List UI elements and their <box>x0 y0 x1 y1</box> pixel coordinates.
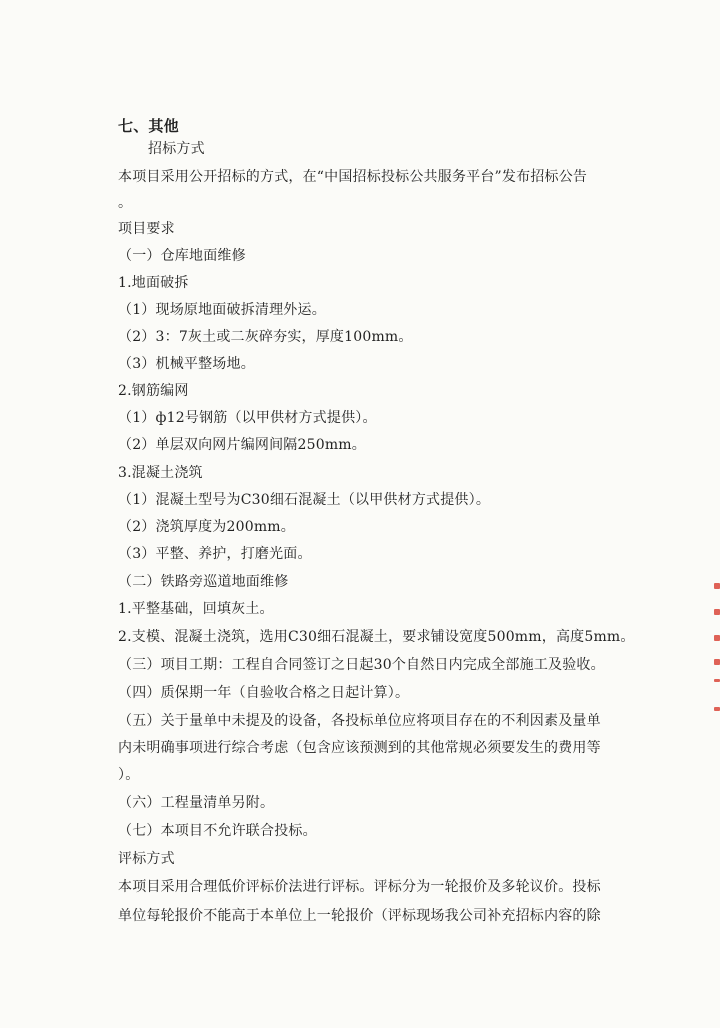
section-heading: 七、其他 <box>118 117 179 135</box>
paragraph-line: （五）关于量单中未提及的设备，各投标单位应将项目存在的不利因素及量单 <box>118 713 601 729</box>
paragraph-line: （七）本项目不允许联合投标。 <box>118 823 317 839</box>
paragraph-line: 3.混凝土浇筑 <box>118 465 203 481</box>
paragraph-line: 单位每轮报价不能高于本单位上一轮报价（评标现场我公司补充招标内容的除 <box>118 908 601 924</box>
paragraph-line: （三）项目工期：工程自合同签订之日起30个自然日内完成全部施工及验收。 <box>118 657 605 673</box>
paragraph-line: （二）铁路旁巡道地面维修 <box>118 574 289 590</box>
paragraph-line: 项目要求 <box>118 221 175 237</box>
paragraph-line: （2）3：7灰土或二灰碎夯实，厚度100mm。 <box>118 329 413 345</box>
paragraph-line: （3）机械平整场地。 <box>118 356 255 372</box>
paragraph-line: ）。 <box>118 767 140 783</box>
seal-stamp-edge <box>712 575 720 715</box>
paragraph-line: 本项目采用合理低价评标价法进行评标。评标分为一轮报价及多轮议价。投标 <box>118 879 601 895</box>
paragraph-line: 本项目采用公开招标的方式，在“中国招标投标公共服务平台”发布招标公告 <box>118 169 588 185</box>
paragraph-line: 。 <box>118 195 133 211</box>
paragraph-line: （一）仓库地面维修 <box>118 248 246 264</box>
paragraph-line: 1.地面破拆 <box>118 275 189 291</box>
paragraph-line: 评标方式 <box>118 851 175 867</box>
paragraph-line: 内未明确事项进行综合考虑（包含应该预测到的其他常规必须要发生的费用等 <box>118 740 601 756</box>
paragraph-line: （四）质保期一年（自验收合格之日起计算）。 <box>118 685 410 701</box>
paragraph-line: 1.平整基础，回填灰土。 <box>118 601 274 617</box>
paragraph-line: 招标方式 <box>148 141 205 157</box>
paragraph-line: （1）现场原地面破拆清理外运。 <box>118 302 326 318</box>
paragraph-line: （六）工程量清单另附。 <box>118 795 275 811</box>
paragraph-line: 2.支模、混凝土浇筑，选用C30细石混凝土，要求铺设宽度500mm，高度5mm。 <box>118 629 635 645</box>
paragraph-line: （2）单层双向网片编网间隔250mm。 <box>118 437 366 453</box>
paragraph-line: （2）浇筑厚度为200mm。 <box>118 519 295 535</box>
paragraph-line: （3）平整、养护，打磨光面。 <box>118 546 312 562</box>
paragraph-line: （1）混凝土型号为C30细石混凝土（以甲供材方式提供）。 <box>118 492 491 508</box>
paragraph-line: （1）ф12号钢筋（以甲供材方式提供）。 <box>118 410 377 426</box>
paragraph-line: 2.钢筋编网 <box>118 383 189 399</box>
